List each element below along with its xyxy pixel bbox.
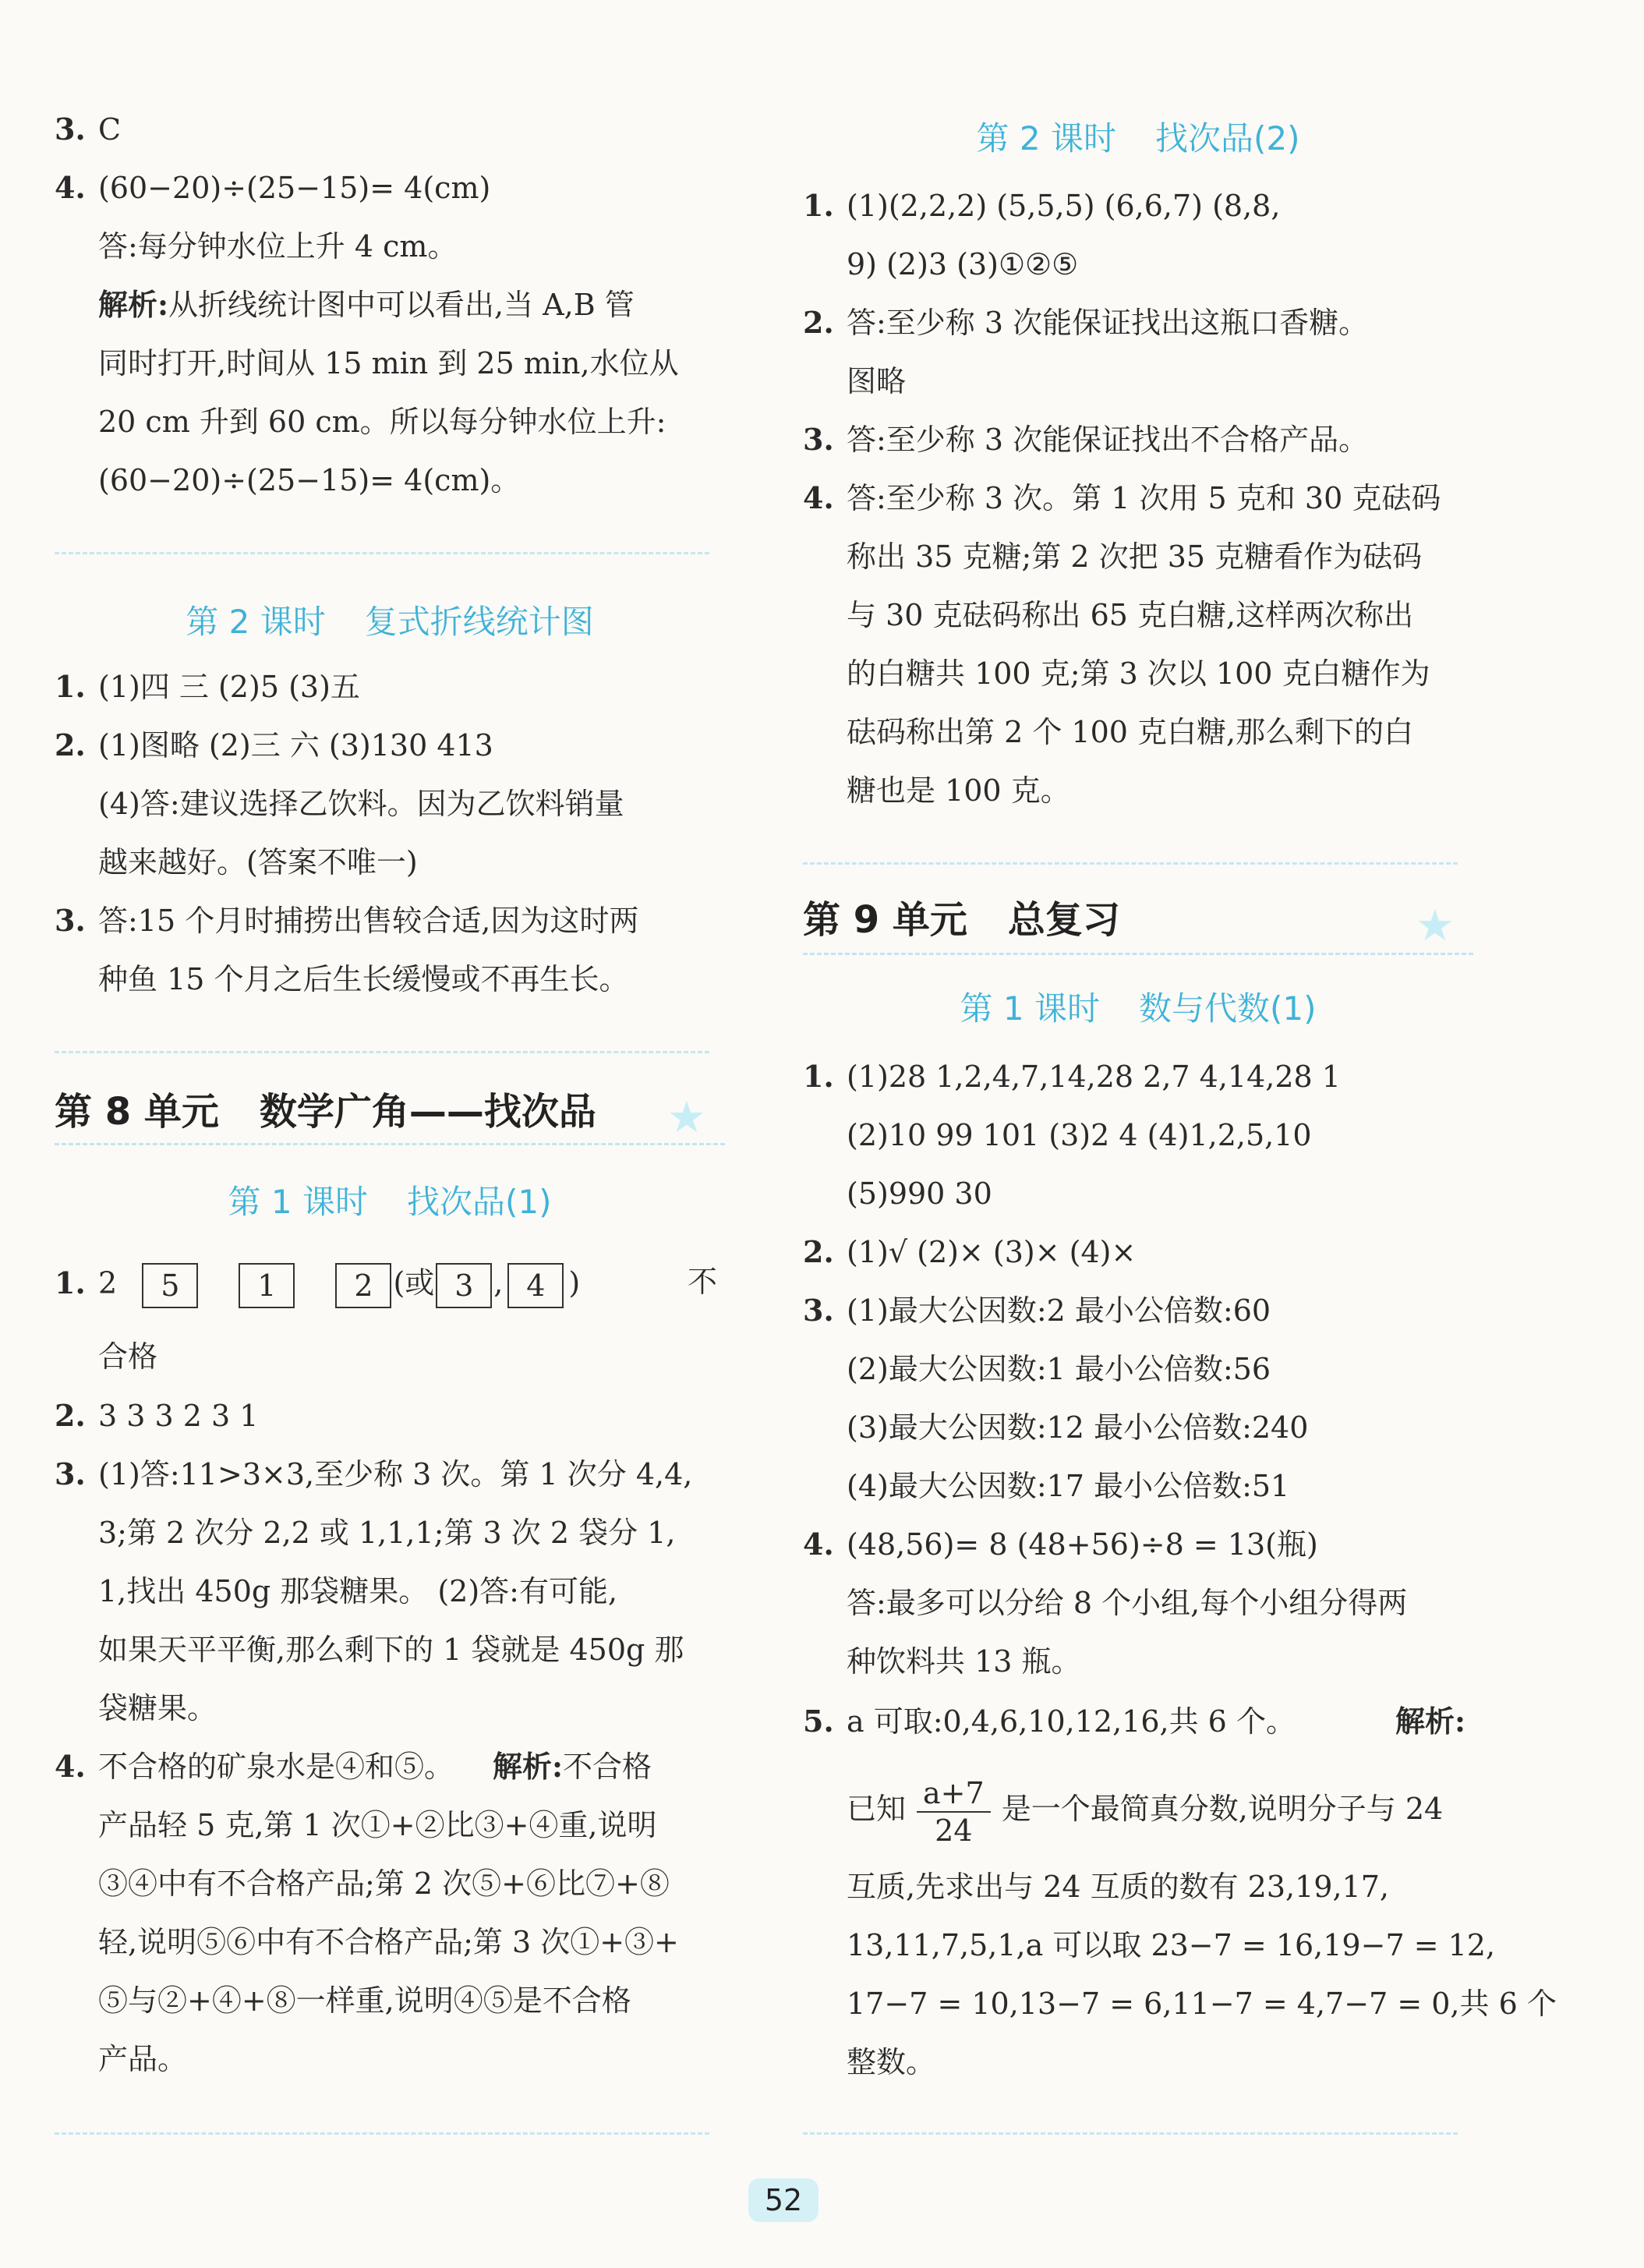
answer-line: (2)最大公因数:1 最小公倍数:56 <box>847 1352 1271 1386</box>
answer-line: (60−20)÷(25−15)= 4(cm)。 <box>98 463 521 497</box>
answer-line: 3;第 2 次分 2,2 或 1,1,1;第 3 次 2 袋分 1, <box>98 1516 676 1550</box>
answer-box: 5 <box>142 1263 198 1308</box>
unit-divider <box>55 1143 725 1145</box>
lesson-heading: 第 2 课时 找次品(2) <box>976 119 1300 157</box>
answer-line: (3)最大公因数:12 最小公倍数:240 <box>847 1410 1309 1445</box>
answer-line: 2. (1)图略 (2)三 六 (3)130 413 <box>55 727 493 762</box>
answer-line: 产品轻 5 克,第 1 次①+②比③+④重,说明 <box>98 1808 657 1842</box>
section-divider <box>803 862 1458 865</box>
answer-line: 4. 答:至少称 3 次。第 1 次用 5 克和 30 克砝码 <box>803 480 1441 515</box>
answer-line: 4. 不合格的矿泉水是④和⑤。 解析:不合格 <box>55 1749 652 1784</box>
answer-line: 1. (1)四 三 (2)5 (3)五 <box>55 669 360 704</box>
section-divider <box>55 2132 709 2135</box>
answer-line: 5. a 可取:0,4,6,10,12,16,共 6 个。 解析: <box>803 1704 1465 1739</box>
answer-line: 已知 $\frac{a+7}{24}$ 是一个最简真分数,说明分子与 24 <box>847 1775 1444 1848</box>
unit-heading: 第 9 单元 总复习 ★ <box>803 898 1455 951</box>
answer-line: 如果天平平衡,那么剩下的 1 袋就是 450g 那 <box>98 1633 684 1667</box>
answer-line: 3. (1)最大公因数:2 最小公倍数:60 <box>803 1293 1271 1328</box>
answer-line: 与 30 克砝码称出 65 克白糖,这样两次称出 <box>847 598 1414 632</box>
answer-line: 解析:从折线统计图中可以看出,当 A,B 管 <box>98 287 635 322</box>
answer-line: 答:最多可以分给 8 个小组,每个小组分得两 <box>847 1586 1408 1620</box>
lesson-heading: 第 2 课时 复式折线统计图 <box>186 603 594 641</box>
answer-line: 种饮料共 13 瓶。 <box>847 1644 1081 1679</box>
answer-line: 1,找出 450g 那袋糖果。 (2)答:有可能, <box>98 1574 618 1608</box>
section-divider <box>803 2132 1458 2135</box>
answer-line: (4)答:建议选择乙饮料。因为乙饮料销量 <box>98 787 624 821</box>
fraction: $\frac{a+7}{24}$ <box>917 1775 991 1849</box>
answer-line: 17−7 = 10,13−7 = 6,11−7 = 4,7−7 = 0,共 6 个 <box>847 1987 1557 2021</box>
answer-line: 2. 3 3 3 2 3 1 <box>55 1398 259 1433</box>
answer-line: 互质,先求出与 24 互质的数有 23,19,17, <box>847 1870 1389 1904</box>
answer-line: 种鱼 15 个月之后生长缓慢或不再生长。 <box>98 962 629 996</box>
answer-line: (2)10 99 101 (3)2 4 (4)1,2,5,10 <box>847 1118 1312 1152</box>
answer-line: 3. C <box>55 111 122 147</box>
answer-line: 产品。 <box>98 2042 188 2076</box>
answer-line: 13,11,7,5,1,a 可以取 23−7 = 16,19−7 = 12, <box>847 1928 1496 1962</box>
answer-line: 20 cm 升到 60 cm。所以每分钟水位上升: <box>98 405 666 439</box>
answer-line: ⑤与②+④+⑧一样重,说明④⑤是不合格 <box>98 1983 631 2018</box>
answer-line: (4)最大公因数:17 最小公倍数:51 <box>847 1469 1290 1503</box>
answer-line: 越来越好。(答案不唯一) <box>98 845 418 879</box>
lesson-heading: 第 1 课时 找次品(1) <box>228 1183 552 1221</box>
answer-line: 4. (60−20)÷(25−15)= 4(cm) <box>55 170 491 205</box>
answer-line: 4. (48,56)= 8 (48+56)÷8 = 13(瓶) <box>803 1527 1318 1562</box>
section-divider <box>55 552 709 554</box>
page-number: 52 <box>748 2178 818 2222</box>
unit-divider <box>803 953 1473 955</box>
unit-heading: 第 8 单元 数学广角——找次品 ★ <box>55 1090 706 1143</box>
answer-box: 2 <box>335 1263 391 1308</box>
answer-line: 2. 答:至少称 3 次能保证找出这瓶口香糖。 <box>803 305 1369 340</box>
answer-box: 4 <box>507 1263 564 1308</box>
answer-line: 糖也是 100 克。 <box>847 773 1070 808</box>
section-divider <box>55 1051 709 1053</box>
answer-line: 轻,说明⑤⑥中有不合格产品;第 3 次①+③+ <box>98 1925 679 1959</box>
star-icon: ★ <box>1415 900 1455 951</box>
answer-line: 合格 <box>98 1339 158 1374</box>
answer-line: 2. (1)√ (2)× (3)× (4)× <box>803 1234 1137 1269</box>
answer-line: 3. 答:至少称 3 次能保证找出不合格产品。 <box>803 422 1369 457</box>
answer-box: 1 <box>239 1263 295 1308</box>
answer-line: 答:每分钟水位上升 4 cm。 <box>98 229 458 264</box>
answer-line: 1. 2 5 1 2 (或 3 , 4 ) 不 <box>55 1263 725 1308</box>
answer-line: 砝码称出第 2 个 100 克白糖,那么剩下的白 <box>847 715 1414 749</box>
answer-box: 3 <box>436 1263 492 1308</box>
answer-line: 图略 <box>847 364 907 398</box>
answer-line: 1. (1)28 1,2,4,7,14,28 2,7 4,14,28 1 <box>803 1059 1341 1094</box>
answer-line: 3. 答:15 个月时捕捞出售较合适,因为这时两 <box>55 903 639 938</box>
star-icon: ★ <box>666 1092 706 1143</box>
lesson-heading: 第 1 课时 数与代数(1) <box>960 989 1317 1028</box>
answer-line: 整数。 <box>847 2045 936 2079</box>
answer-line: 1. (1)(2,2,2) (5,5,5) (6,6,7) (8,8, <box>803 188 1281 223</box>
answer-line: 9) (2)3 (3)①②⑤ <box>847 247 1079 281</box>
answer-line: 3. (1)答:11>3×3,至少称 3 次。第 1 次分 4,4, <box>55 1456 693 1491</box>
answer-line: 同时打开,时间从 15 min 到 25 min,水位从 <box>98 346 679 380</box>
answer-line: 称出 35 克糖;第 2 次把 35 克糖看作为砝码 <box>847 540 1423 574</box>
answer-line: (5)990 30 <box>847 1176 992 1211</box>
answer-line: 的白糖共 100 克;第 3 次以 100 克白糖作为 <box>847 656 1430 691</box>
answer-line: 袋糖果。 <box>98 1691 217 1725</box>
answer-line: ③④中有不合格产品;第 2 次⑤+⑥比⑦+⑧ <box>98 1866 670 1901</box>
